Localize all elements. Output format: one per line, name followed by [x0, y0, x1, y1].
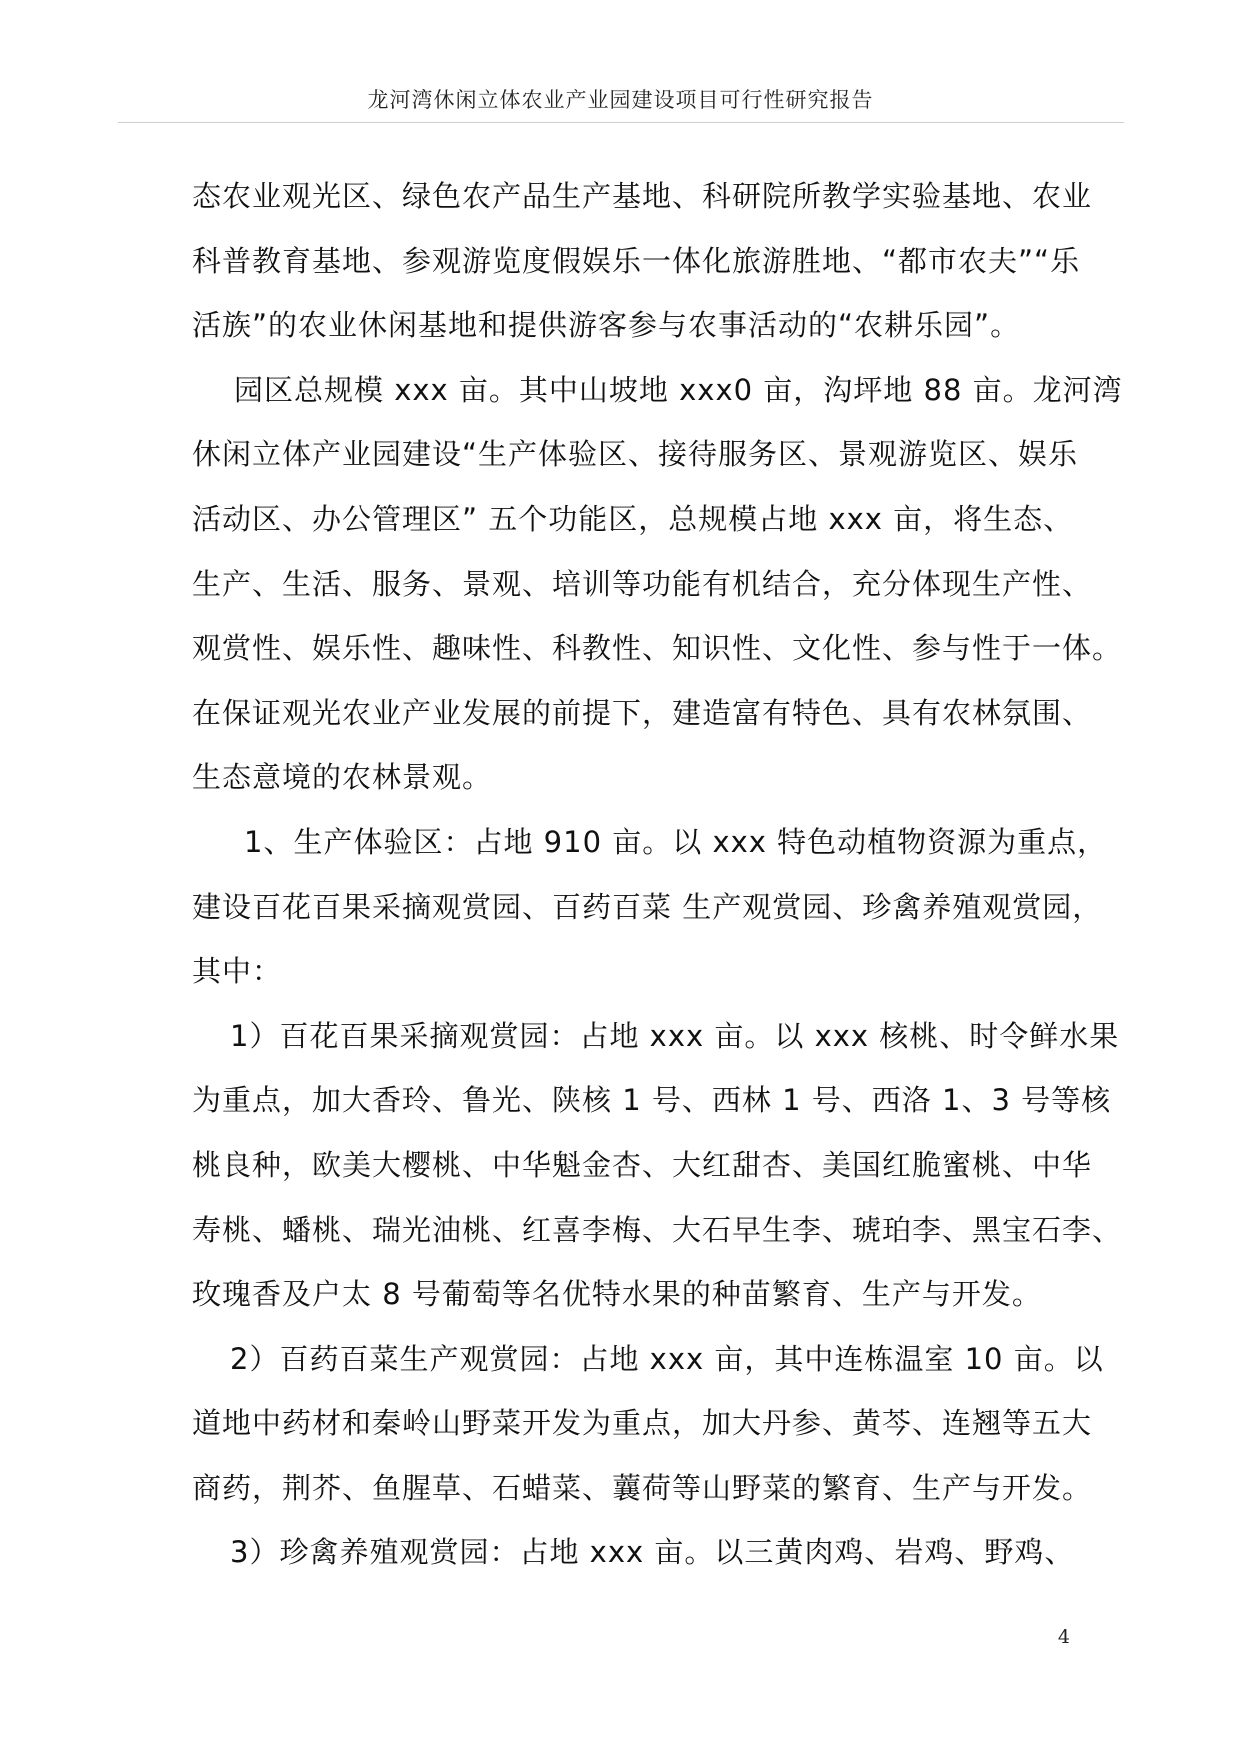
paragraph-start-line: 园区总规模 xxx 亩。其中山坡地 xxx0 亩，沟坪地 88 亩。龙河湾 [234, 372, 1123, 407]
body-line: 寿桃、蟠桃、瑞光油桃、红喜李梅、大石早生李、琥珀李、黑宝石李、 [192, 1212, 1123, 1247]
body-line: 为重点，加大香玲、鲁光、陕核 1 号、西林 1 号、西洛 1、3 号等核 [192, 1083, 1112, 1118]
list-item-line: 1）百花百果采摘观赏园：占地 xxx 亩。以 xxx 核桃、时令鲜水果 [230, 1018, 1120, 1053]
body-line: 活族”的农业休闲基地和提供游客参与农事活动的“农耕乐园”。 [192, 308, 1021, 343]
list-item-line: 2）百药百菜生产观赏园：占地 xxx 亩，其中连栋温室 10 亩。以 [230, 1341, 1104, 1376]
section-heading-line: 1、生产体验区：占地 910 亩。以 xxx 特色动植物资源为重点， [244, 824, 1108, 859]
page-number: 4 [1057, 1626, 1070, 1648]
body-line: 生态意境的农林景观。 [192, 760, 493, 795]
body-line: 活动区、办公管理区” 五个功能区，总规模占地 xxx 亩，将生态、 [192, 501, 1074, 536]
body-line: 建设百花百果采摘观赏园、百药百菜 生产观赏园、珍禽养殖观赏园， [192, 889, 1103, 924]
body-line: 道地中药材和秦岭山野菜开发为重点，加大丹参、黄芩、连翘等五大 [192, 1406, 1093, 1441]
body-line: 在保证观光农业产业发展的前提下，建造富有特色、具有农林氛围、 [192, 695, 1093, 730]
body-line: 玫瑰香及户太 8 号葡萄等名优特水果的种苗繁育、生产与开发。 [192, 1277, 1042, 1312]
body-line: 商药，荆芥、鱼腥草、石蜡菜、蘘荷等山野菜的繁育、生产与开发。 [192, 1470, 1093, 1505]
header-divider [118, 122, 1124, 123]
body-line: 生产、生活、服务、景观、培训等功能有机结合，充分体现生产性、 [192, 566, 1093, 601]
page-header-title: 龙河湾休闲立体农业产业园建设项目可行性研究报告 [367, 88, 874, 112]
document-body [192, 164, 1123, 1585]
body-line: 观赏性、娱乐性、趣味性、科教性、知识性、文化性、参与性于一体。 [192, 631, 1123, 666]
body-line: 态农业观光区、绿色农产品生产基地、科研院所教学实验基地、农业 [192, 179, 1093, 213]
body-line: 科普教育基地、参观游览度假娱乐一体化旅游胜地、“都市农夫”“乐 [192, 243, 1081, 278]
body-line: 休闲立体产业园建设“生产体验区、接待服务区、景观游览区、娱乐 [192, 437, 1079, 472]
body-line: 其中： [192, 954, 283, 989]
list-item-line: 3）珍禽养殖观赏园：占地 xxx 亩。以三黄肉鸡、岩鸡、野鸡、 [230, 1535, 1075, 1570]
body-line: 桃良种，欧美大樱桃、中华魁金杏、大红甜杏、美国红脆蜜桃、中华 [192, 1147, 1093, 1182]
